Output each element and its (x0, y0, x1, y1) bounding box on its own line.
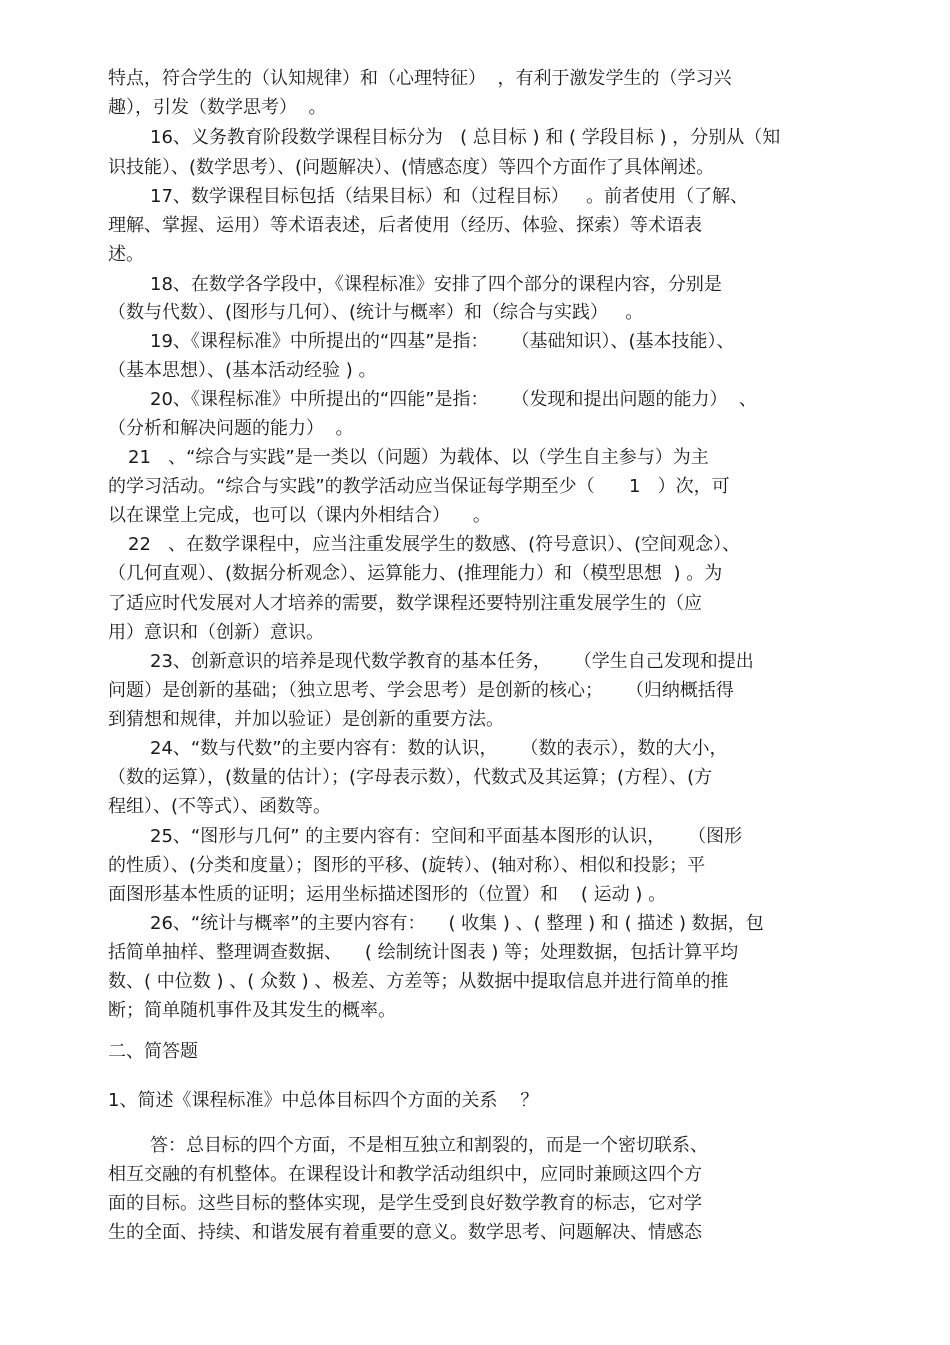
text-line: （分析和解决问题的能力） 。 (108, 418, 354, 439)
text-line: （数的运算），(数量的估计）；(字母表示数），代数式及其运算；(方程）、(方 (108, 767, 713, 788)
question-1: 1、简述《课程标准》中总体目标四个方面的关系 ？ (108, 1090, 539, 1111)
text-line: 趣），引发（数学思考） 。 (108, 97, 327, 118)
answer-line: 生的全面、持续、和谐发展有着重要的意义。数学思考、问题解决、情感态 (108, 1222, 702, 1243)
answer-line: 答：总目标的四个方面，不是相互独立和割裂的，而是一个密切联系、 (150, 1135, 708, 1156)
text-line: 面图形基本性质的证明；运用坐标描述图形的（位置）和 ( 运动 ) 。 (108, 884, 667, 905)
text-line: 到猜想和规律，并加以验证）是创新的重要方法。 (108, 709, 504, 730)
text-line: 数、( 中位数 ) 、( 众数 ) 、极差、方差等；从数据中提取信息并进行简单的推 (108, 971, 729, 992)
answer-line: 面的目标。这些目标的整体实现，是学生受到良好数学教育的标志，它对学 (108, 1193, 702, 1214)
item-24-line: 24、“数与代数”的主要内容有：数的认识， （数的表示），数的大小， (150, 738, 728, 759)
item-16-line: 16、义务教育阶段数学课程目标分为 ( 总目标 ) 和 ( 学段目标 ) ，分别从（知 (150, 127, 781, 148)
text-line: 理解、掌握、运用）等术语表述，后者使用（经历、体验、探索）等术语表 (108, 215, 702, 236)
text-line: （几何直观）、(数据分析观念）、运算能力、(推理能力）和（模型思想 ) 。为 (108, 563, 723, 584)
text-line: 了适应时代发展对人才培养的需要，数学课程还要特别注重发展学生的（应 (108, 593, 702, 614)
text-line: （基本思想）、(基本活动经验 ) 。 (108, 360, 377, 381)
item-18-line: 18、在数学各学段中，《课程标准》安排了四个部分的课程内容，分别是 (150, 274, 722, 295)
item-19-line: 19、《课程标准》中所提出的“四基”是指： （基础知识）、(基本技能）、 (150, 331, 735, 352)
section-heading: 二、简答题 (108, 1041, 198, 1062)
text-line: 问题）是创新的基础；（独立思考、学会思考）是创新的核心； （归纳概括得 (108, 680, 734, 701)
answer-line: 相互交融的有机整体。在课程设计和教学活动组织中，应同时兼顾这四个方 (108, 1164, 702, 1185)
text-line: 识技能）、(数学思考）、(问题解决）、(情感态度）等四个方面作了具体阐述。 (108, 157, 715, 178)
item-26-line: 26、“统计与概率”的主要内容有： ( 收集 ) 、( 整理 ) 和 ( 描述 ) 数据，包 (150, 913, 764, 934)
text-line: 特点，符合学生的（认知规律）和（心理特征） ，有利于激发学生的（学习兴 (108, 68, 732, 89)
text-line: 括简单抽样、整理调查数据、 ( 绘制统计图表 ) 等；处理数据，包括计算平均 (108, 942, 739, 963)
item-20-line: 20、《课程标准》中所提出的“四能”是指： （发现和提出问题的能力） 、 (150, 389, 757, 410)
text-line: （数与代数）、(图形与几何）、(统计与概率）和（综合与实践） 。 (108, 302, 644, 323)
item-17-line: 17、数学课程目标包括（结果目标）和（过程目标） 。前者使用（了解、 (150, 186, 749, 207)
text-line: 的学习活动。“综合与实践”的教学活动应当保证每学期至少（ 1 ）次，可 (108, 476, 730, 497)
item-23-line: 23、创新意识的培养是现代数学教育的基本任务， （学生自己发现和提出 (150, 651, 754, 672)
item-22-line: 22 、在数学课程中，应当注重发展学生的数感、(符号意识）、(空间观念）、 (128, 534, 741, 555)
text-line: 述。 (108, 244, 144, 265)
text-line: 程组）、(不等式）、函数等。 (108, 796, 332, 817)
text-line: 用）意识和（创新）意识。 (108, 622, 324, 643)
text-line: 的性质）、(分类和度量）；图形的平移、(旋转）、(轴对称）、相似和投影；平 (108, 855, 706, 876)
text-line: 断；简单随机事件及其发生的概率。 (108, 1000, 396, 1021)
item-25-line: 25、“图形与几何” 的主要内容有：空间和平面基本图形的认识， （图形 (150, 826, 743, 847)
item-21-line: 21 、“综合与实践”是一类以（问题）为载体、以（学生自主参与）为主 (128, 447, 709, 468)
text-line: 以在课堂上完成，也可以（课内外相结合） 。 (108, 505, 491, 526)
